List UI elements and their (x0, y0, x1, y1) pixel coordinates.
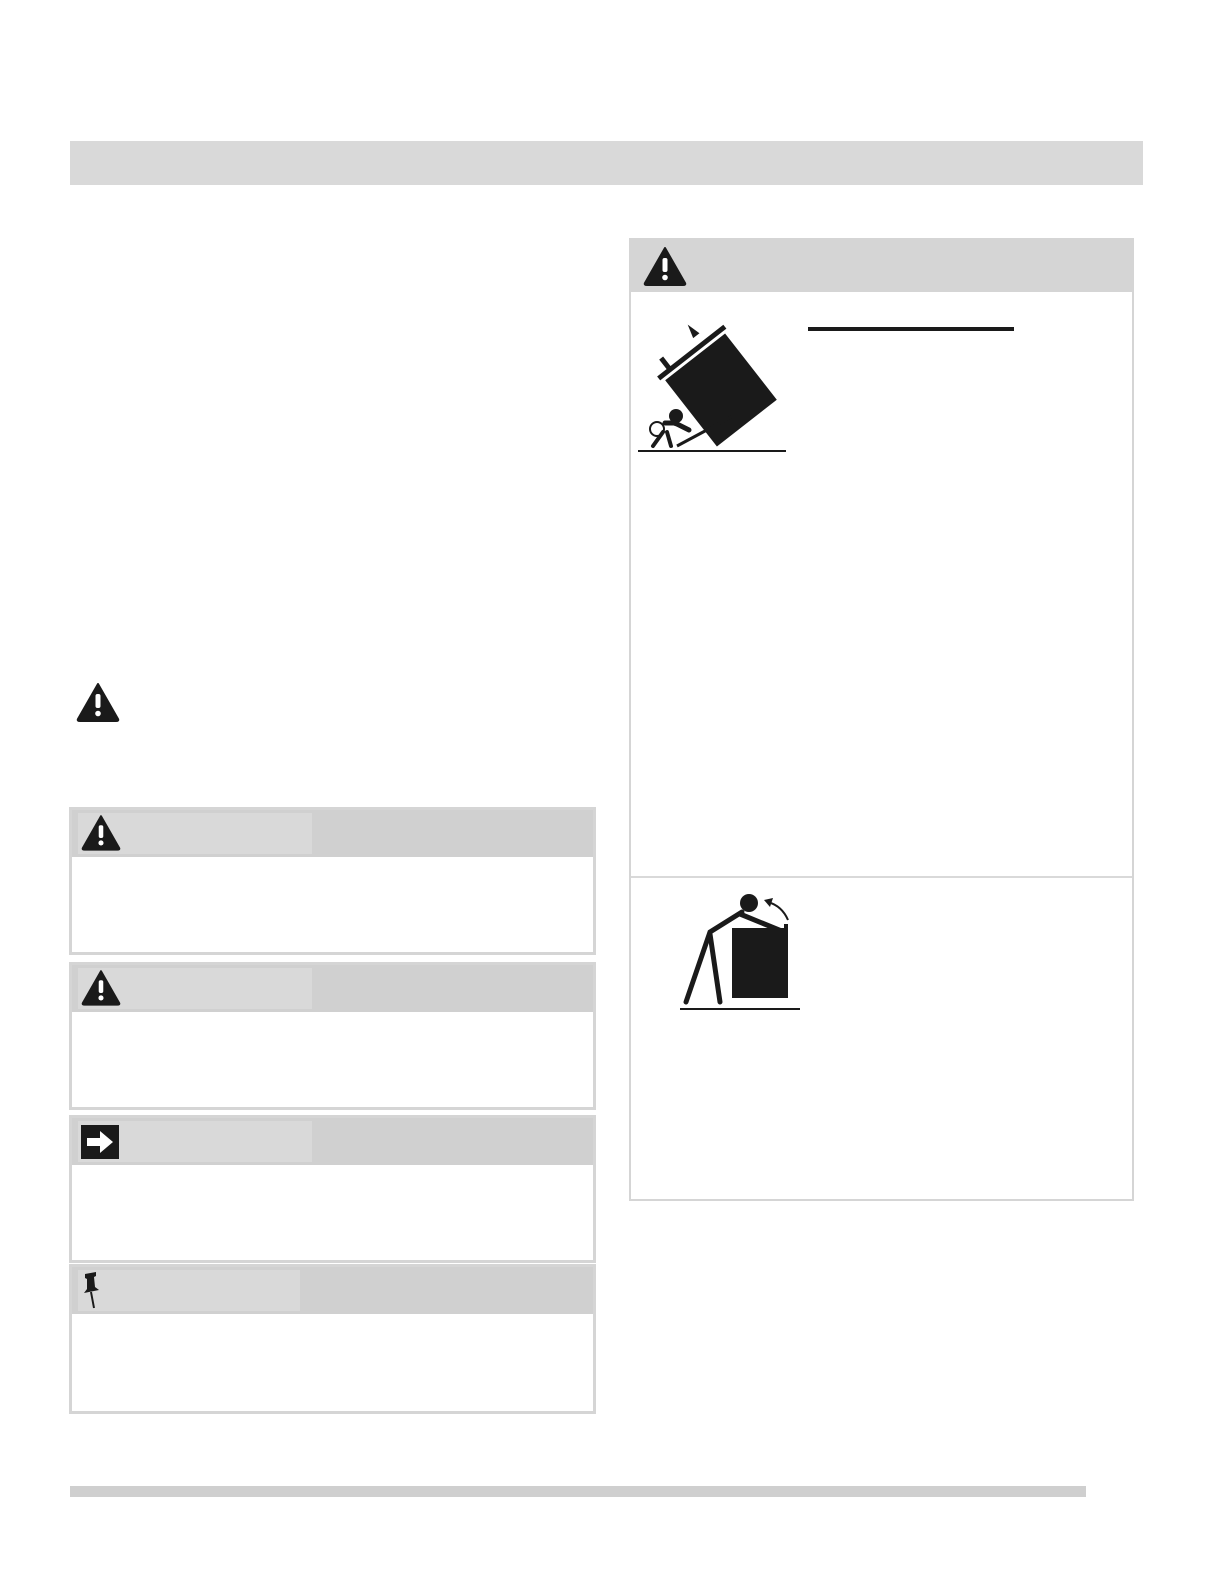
signal-box-body (72, 1165, 593, 1260)
signal-box-3 (69, 1115, 596, 1263)
signal-box-header (72, 1118, 593, 1165)
signal-box-header (72, 1267, 593, 1314)
warning-triangle-icon (76, 682, 120, 727)
signal-box-body (72, 1314, 593, 1409)
person-checking-anti-tip-bracket-illustration (680, 892, 802, 1017)
signal-box-1 (69, 807, 596, 955)
warning-triangle-icon (643, 246, 687, 291)
signal-box-header (72, 965, 593, 1012)
warning-triangle-icon (81, 814, 121, 856)
signal-box-4 (69, 1264, 596, 1414)
warning-panel-header (631, 240, 1132, 292)
signal-box-header (72, 810, 593, 857)
child-tipping-range-illustration (637, 324, 787, 459)
arrow-right-icon (81, 1125, 119, 1164)
panel-title-underline (808, 327, 1014, 331)
signal-label-cell (78, 1270, 300, 1311)
pushpin-icon (80, 1271, 104, 1316)
page-footer-rule (70, 1486, 1086, 1497)
signal-box-body (72, 1012, 593, 1107)
panel-divider (631, 876, 1132, 878)
anti-tip-warning-panel (629, 238, 1134, 1201)
signal-box-2 (69, 962, 596, 1110)
warning-triangle-icon (81, 969, 121, 1011)
page-header-bar (70, 141, 1143, 185)
signal-box-body (72, 857, 593, 952)
